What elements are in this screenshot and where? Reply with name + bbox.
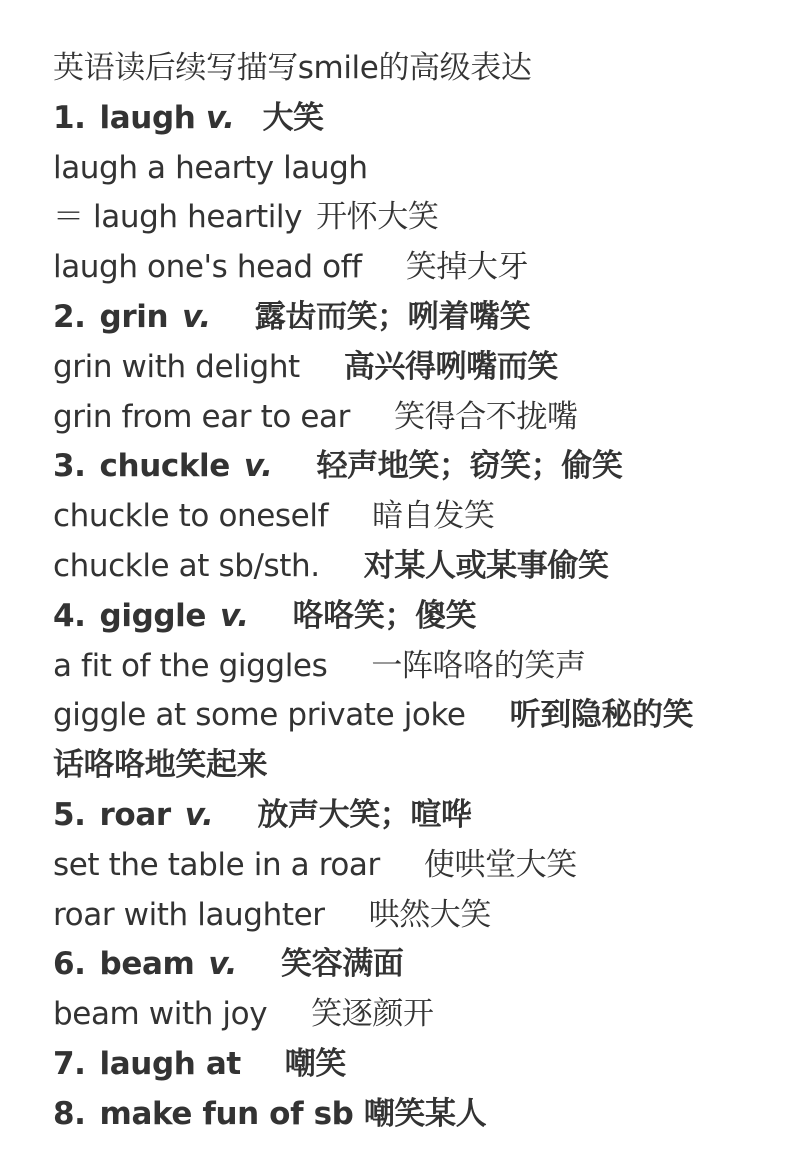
phrase-cn: 笑掉大牙 — [405, 249, 529, 286]
phrase-cn: 笑逐颜开 — [311, 996, 434, 1033]
entry-pos: v. — [220, 597, 249, 634]
phrase-en: giggle at some private joke — [53, 697, 466, 734]
document-title: 英语读后续写描写smile的高级表达 — [53, 50, 532, 86]
phrase-line — [53, 841, 773, 891]
phrase-line — [53, 393, 773, 443]
phrase-line — [53, 891, 773, 941]
entry-meaning: 露齿而笑；咧着嘴笑 — [254, 298, 531, 335]
phrase-cn: 开怀大笑 — [316, 199, 439, 236]
entry-number: 1. — [53, 99, 86, 136]
phrase-en: chuckle to oneself — [53, 498, 329, 535]
entry-pos: v. — [182, 298, 211, 335]
phrase-cn: 对某人或某事偷笑 — [363, 547, 609, 584]
entry-number: 5. — [53, 796, 86, 833]
phrase-en: set the table in a roar — [53, 846, 380, 883]
entry-number: 4. — [53, 597, 86, 634]
phrase-cn-continuation: 话咯咯地笑起来 — [53, 747, 268, 784]
phrase-line — [53, 542, 773, 592]
phrase-en: grin with delight — [53, 348, 300, 385]
entry-heading-make-fun-of — [53, 1090, 773, 1140]
entry-word: chuckle — [99, 448, 230, 485]
entry-meaning: 轻声地笑；窃笑；偷笑 — [316, 448, 623, 485]
phrase-cn: 笑得合不拢嘴 — [394, 398, 578, 435]
entry-heading-roar — [53, 791, 773, 841]
phrase-line — [53, 343, 773, 393]
phrase-en: laugh a hearty laugh — [53, 149, 368, 186]
document-page — [53, 44, 773, 1140]
entry-meaning: 咯咯笑；傻笑 — [292, 597, 477, 634]
phrase-cn: 高兴得咧嘴而笑 — [343, 348, 559, 385]
phrase-cn: 听到隐秘的笑 — [509, 697, 694, 734]
phrase-line — [53, 193, 773, 243]
phrase-line — [53, 144, 773, 194]
entry-pos: v. — [208, 946, 238, 983]
entry-heading-grin — [53, 293, 773, 343]
phrase-line — [53, 990, 773, 1040]
entry-meaning: 大笑 — [262, 99, 324, 136]
entry-number: 8. — [53, 1095, 86, 1132]
entry-meaning: 笑容满面 — [281, 946, 404, 983]
phrase-en: grin from ear to ear — [53, 398, 350, 435]
phrase-cn: 哄然大笑 — [368, 896, 492, 933]
phrase-line — [53, 243, 773, 293]
phrase-en: chuckle at sb/sth. — [53, 547, 320, 584]
entry-word: roar — [99, 796, 171, 833]
entry-pos: v. — [243, 448, 273, 485]
entry-word: giggle — [99, 597, 206, 634]
entry-heading-laugh-at — [53, 1040, 773, 1090]
entry-meaning: 嘲笑 — [284, 1045, 346, 1082]
entry-heading-giggle — [53, 592, 773, 642]
entry-heading-beam — [53, 940, 773, 990]
entry-word: grin — [99, 298, 169, 335]
phrase-cn: 一阵咯咯的笑声 — [371, 647, 586, 684]
phrase-cn: 使哄堂大笑 — [423, 846, 577, 883]
entry-heading-laugh — [53, 94, 773, 144]
phrase-en: a fit of the giggles — [53, 647, 328, 684]
entry-number: 6. — [53, 946, 86, 983]
entry-meaning: 放声大笑；喧哗 — [257, 796, 472, 833]
entry-number: 7. — [53, 1045, 86, 1082]
phrase-en: ＝ laugh heartily — [53, 199, 303, 236]
entry-word: make fun of sb — [99, 1095, 354, 1132]
entry-heading-chuckle — [53, 442, 773, 492]
phrase-en: laugh one's head off — [53, 249, 362, 286]
phrase-cn: 暗自发笑 — [372, 498, 495, 535]
entry-number: 3. — [53, 448, 86, 485]
entry-number: 2. — [53, 298, 86, 335]
phrase-en: beam with joy — [53, 996, 268, 1033]
entry-pos: v. — [184, 796, 214, 833]
entry-meaning: 嘲笑某人 — [363, 1095, 487, 1132]
entry-word: beam — [99, 946, 195, 983]
entry-word: laugh — [99, 99, 196, 136]
phrase-line — [53, 691, 773, 741]
phrase-en: roar with laughter — [53, 896, 325, 933]
phrase-line — [53, 492, 773, 542]
entry-pos: v. — [205, 99, 235, 136]
phrase-line — [53, 642, 773, 692]
entry-word: laugh at — [99, 1045, 241, 1082]
